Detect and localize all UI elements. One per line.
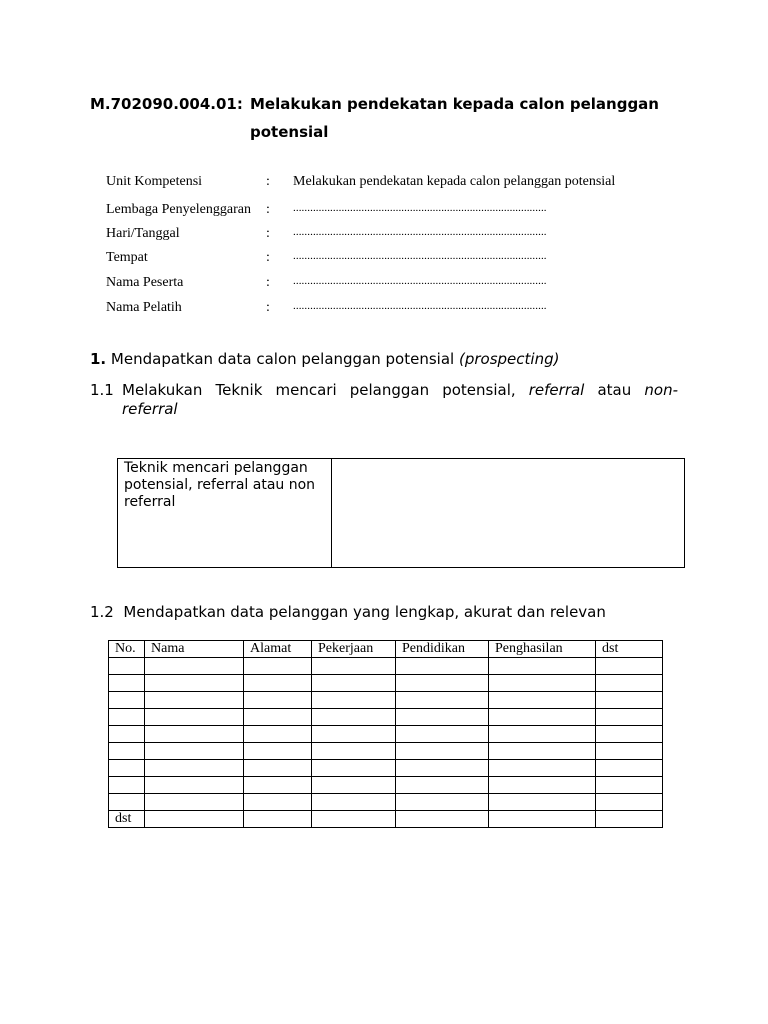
table-header-row [109,641,663,658]
table-cell[interactable] [489,658,596,675]
table-cell[interactable] [109,794,145,811]
table-cell[interactable] [312,777,396,794]
info-label: Nama Pelatih [106,300,182,315]
table-cell[interactable] [312,726,396,743]
table-cell[interactable] [489,760,596,777]
table-cell[interactable] [312,743,396,760]
table-header-cell: Alamat [244,641,312,658]
table-row [109,743,663,760]
table-cell[interactable] [312,658,396,675]
section-number: 1. [90,350,107,368]
table-cell[interactable] [244,777,312,794]
table-cell[interactable] [489,794,596,811]
table-cell[interactable] [109,675,145,692]
table-cell[interactable] [596,777,663,794]
table-cell[interactable] [596,726,663,743]
info-label: Hari/Tanggal [106,226,180,241]
table-row [109,777,663,794]
technique-box-label: Teknik mencari pelanggan potensial, referral atau non referral [124,460,316,510]
table-cell[interactable] [489,743,596,760]
table-header-cell: Pendidikan [396,641,489,658]
table-cell[interactable] [145,726,244,743]
document-title-text: Melakukan pendekatan kepada calon pelanggan potensial [250,95,659,141]
table-cell[interactable] [596,692,663,709]
table-cell[interactable] [596,675,663,692]
table-cell[interactable] [596,709,663,726]
technique-box-answer-cell[interactable] [332,459,684,567]
section-1-heading [90,350,559,368]
table-cell[interactable] [109,709,145,726]
table-cell[interactable] [109,777,145,794]
table-cell[interactable] [109,658,145,675]
table-cell[interactable] [312,709,396,726]
table-cell[interactable] [396,675,489,692]
table-cell[interactable] [244,760,312,777]
customer-data-table [108,640,663,828]
info-colon: : [266,275,270,290]
subsection-text-atau: atau [597,381,632,399]
subsection-italic-non: non- [644,381,678,399]
subsection-number: 1.1 [90,381,114,399]
table-row [109,675,663,692]
table-cell[interactable] [145,811,244,828]
table-cell[interactable] [145,794,244,811]
subsection-1-2-heading [90,603,606,621]
table-cell[interactable] [396,709,489,726]
section-title: Mendapatkan data calon pelanggan potensial [110,350,455,368]
table-cell[interactable] [145,760,244,777]
table-cell[interactable] [312,811,396,828]
table-cell[interactable] [489,692,596,709]
section-title-italic: (prospecting) [458,350,560,368]
table-cell[interactable] [596,743,663,760]
table-row [109,709,663,726]
table-body [109,658,663,828]
table-cell[interactable] [489,709,596,726]
table-header-cell: No. [109,641,145,658]
info-dotted-field[interactable]: ......................................................................................... [293,250,547,262]
info-dotted-field[interactable]: ......................................................................................... [293,275,547,287]
info-label: Unit Kompetensi [106,174,203,189]
table-cell[interactable] [396,760,489,777]
table-header-cell: Pekerjaan [312,641,396,658]
subsection-italic-referral: referral [528,381,585,399]
table-cell[interactable] [109,743,145,760]
table-cell[interactable] [244,743,312,760]
table-cell[interactable] [489,811,596,828]
table-cell[interactable] [396,726,489,743]
table-cell[interactable] [396,811,489,828]
table-cell[interactable] [396,794,489,811]
table-cell[interactable] [244,726,312,743]
table-cell[interactable] [145,743,244,760]
table-row [109,726,663,743]
table-cell[interactable] [244,794,312,811]
table-cell[interactable] [145,777,244,794]
info-colon: : [266,174,270,189]
info-label: Lembaga Penyelenggaran [106,202,251,217]
table-cell[interactable] [109,692,145,709]
document-code: M.702090.004.01: [90,95,243,113]
table-cell[interactable] [244,811,312,828]
table-row [109,760,663,777]
table-cell[interactable] [312,675,396,692]
subsection-number: 1.2 [90,603,114,621]
table-cell[interactable] [596,794,663,811]
table-cell[interactable] [145,692,244,709]
technique-box [117,458,685,568]
info-colon: : [266,226,270,241]
table-cell[interactable] [145,658,244,675]
table-header-cell: Nama [145,641,244,658]
table-row [109,794,663,811]
table-cell[interactable] [396,777,489,794]
table-cell[interactable] [596,811,663,828]
table-cell[interactable] [489,777,596,794]
table-cell[interactable] [489,675,596,692]
info-colon: : [266,202,270,217]
table-cell[interactable] [596,760,663,777]
table-cell[interactable] [312,692,396,709]
info-dotted-field[interactable]: ......................................................................................... [293,300,547,312]
table-row [109,658,663,675]
info-dotted-field[interactable]: ......................................................................................... [293,202,547,214]
info-colon: : [266,250,270,265]
table-row [109,692,663,709]
table-cell[interactable] [244,675,312,692]
table-cell[interactable] [312,794,396,811]
table-cell[interactable] [312,760,396,777]
info-value: Melakukan pendekatan kepada calon pelanggan potensial [293,174,616,189]
subsection-text-line-1 [122,381,678,399]
table-row-label: dst [109,811,145,828]
table-cell[interactable] [109,760,145,777]
info-dotted-field[interactable]: ......................................................................................... [293,226,547,238]
table-row-dst [109,811,663,828]
info-label: Nama Peserta [106,275,184,290]
subsection-text-line-2: referral [122,400,178,418]
table-cell[interactable] [244,692,312,709]
table-cell[interactable] [396,658,489,675]
table-cell[interactable] [145,709,244,726]
subsection-text: Melakukan Teknik mencari pelanggan potensial, [122,381,516,399]
subsection-title: Mendapatkan data pelanggan yang lengkap, akurat dan relevan [123,603,606,621]
table-cell[interactable] [396,692,489,709]
table-header-cell: dst [596,641,663,658]
info-colon: : [266,300,270,315]
table-cell[interactable] [396,743,489,760]
technique-box-label-cell [118,459,332,567]
table-cell[interactable] [145,675,244,692]
table-cell[interactable] [596,658,663,675]
table-cell[interactable] [489,726,596,743]
table-header-cell: Penghasilan [489,641,596,658]
info-label: Tempat [106,250,148,265]
table-cell[interactable] [244,658,312,675]
table-cell[interactable] [109,726,145,743]
table-cell[interactable] [244,709,312,726]
